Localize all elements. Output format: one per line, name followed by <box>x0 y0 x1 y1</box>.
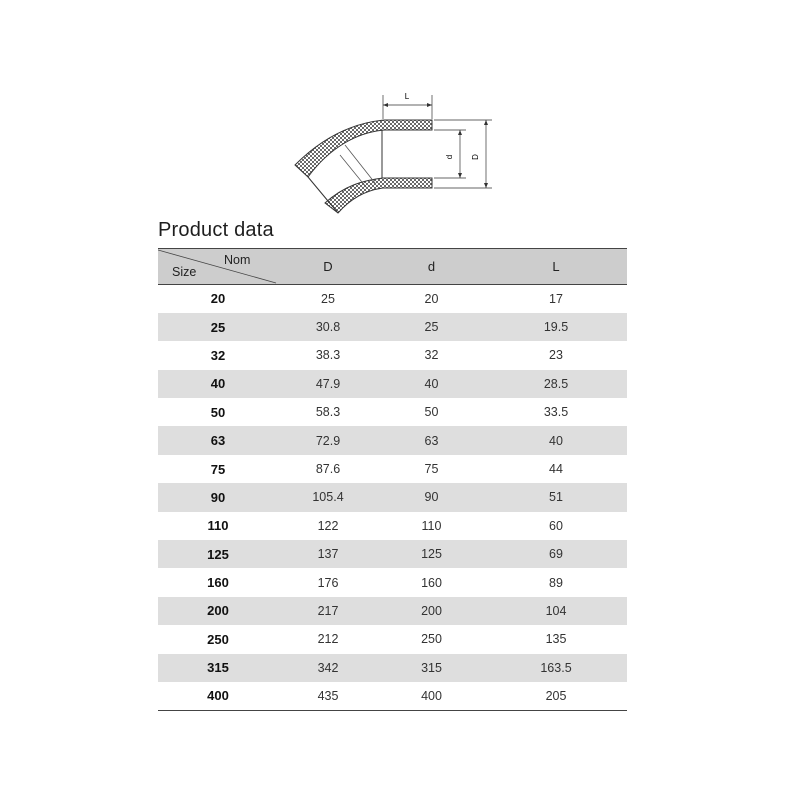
column-header-D: D <box>278 249 378 285</box>
size-cell: 32 <box>210 347 226 363</box>
L-cell: 135 <box>545 632 567 647</box>
table-row <box>158 540 627 568</box>
L-cell: 51 <box>549 490 563 505</box>
size-cell: 400 <box>158 682 278 710</box>
corner-label-size: Size <box>172 265 197 279</box>
D-cell: 72.9 <box>315 433 341 448</box>
d-cell: 63 <box>424 433 439 448</box>
dimension-label-L: L <box>404 92 410 101</box>
table-row <box>158 455 627 483</box>
d-cell: 400 <box>378 682 485 710</box>
table-body <box>158 285 627 711</box>
table-row <box>158 370 627 398</box>
L-cell: 60 <box>549 518 563 533</box>
D-cell: 342 <box>317 660 339 675</box>
table-row <box>158 341 627 369</box>
size-cell: 110 <box>207 518 229 534</box>
table-header-row <box>158 249 627 285</box>
dimension-label-D: D <box>471 154 480 160</box>
L-cell: 89 <box>549 575 563 590</box>
D-cell: 30.8 <box>315 320 341 335</box>
size-cell: 20 <box>210 291 226 307</box>
table-row <box>158 625 627 653</box>
table-row <box>158 682 627 710</box>
d-cell: 25 <box>424 320 439 335</box>
D-cell: 137 <box>317 547 339 562</box>
size-cell: 40 <box>210 376 226 392</box>
table-row <box>158 398 627 426</box>
d-cell: 50 <box>424 405 439 420</box>
size-cell: 63 <box>210 433 226 449</box>
d-cell: 20 <box>424 291 439 306</box>
L-cell: 44 <box>549 462 563 477</box>
table-row <box>158 654 627 682</box>
product-data-table <box>158 248 627 711</box>
table-row <box>158 313 627 341</box>
d-cell: 250 <box>421 632 442 647</box>
d-cell: 32 <box>424 348 439 363</box>
L-cell: 33.5 <box>543 405 569 420</box>
size-cell: 160 <box>207 575 229 591</box>
size-cell: 315 <box>207 660 229 676</box>
D-cell: 87.6 <box>315 462 341 477</box>
d-cell: 125 <box>421 547 442 562</box>
D-cell: 47.9 <box>315 376 341 391</box>
table-row <box>158 483 627 511</box>
L-cell: 104 <box>545 603 567 618</box>
L-cell: 17 <box>549 291 563 306</box>
D-cell: 176 <box>317 575 339 590</box>
table-row <box>158 426 627 454</box>
L-cell: 40 <box>549 433 563 448</box>
D-cell: 38.3 <box>315 348 341 363</box>
D-cell: 212 <box>317 632 339 647</box>
dimension-label-d: d <box>445 154 454 160</box>
d-cell: 40 <box>424 376 439 391</box>
L-cell: 69 <box>549 547 563 562</box>
table-row <box>158 568 627 596</box>
D-cell: 122 <box>317 518 339 533</box>
table-row <box>158 597 627 625</box>
D-cell: 105.4 <box>312 490 344 505</box>
size-cell: 250 <box>207 631 229 647</box>
fitting-inner-wall <box>325 178 432 213</box>
L-cell: 163.5 <box>540 660 572 675</box>
d-cell: 200 <box>421 603 442 618</box>
d-cell: 75 <box>424 462 439 477</box>
D-cell: 217 <box>317 603 339 618</box>
size-cell: 90 <box>210 489 226 505</box>
L-cell: 205 <box>485 682 627 710</box>
size-cell: 125 <box>207 546 229 562</box>
d-cell: 110 <box>421 518 442 533</box>
D-cell: 25 <box>321 291 335 306</box>
column-header-d: d <box>378 249 485 285</box>
size-cell: 75 <box>210 461 226 477</box>
L-cell: 28.5 <box>543 376 569 391</box>
table-row <box>158 512 627 540</box>
elbow-fitting-diagram <box>280 85 510 225</box>
d-cell: 160 <box>421 575 442 590</box>
L-cell: 19.5 <box>543 320 569 335</box>
size-cell: 200 <box>207 603 229 619</box>
d-cell: 90 <box>424 490 439 505</box>
L-cell: 23 <box>549 348 563 363</box>
corner-header-cell <box>158 249 278 285</box>
size-cell: 50 <box>210 404 226 420</box>
column-header-L: L <box>485 249 627 285</box>
size-cell: 25 <box>210 319 226 335</box>
D-cell: 435 <box>278 682 378 710</box>
section-title: Product data <box>158 219 274 241</box>
d-cell: 315 <box>421 660 442 675</box>
table-row <box>158 285 627 313</box>
corner-label-nom: Nom <box>224 253 251 267</box>
D-cell: 58.3 <box>315 405 341 420</box>
